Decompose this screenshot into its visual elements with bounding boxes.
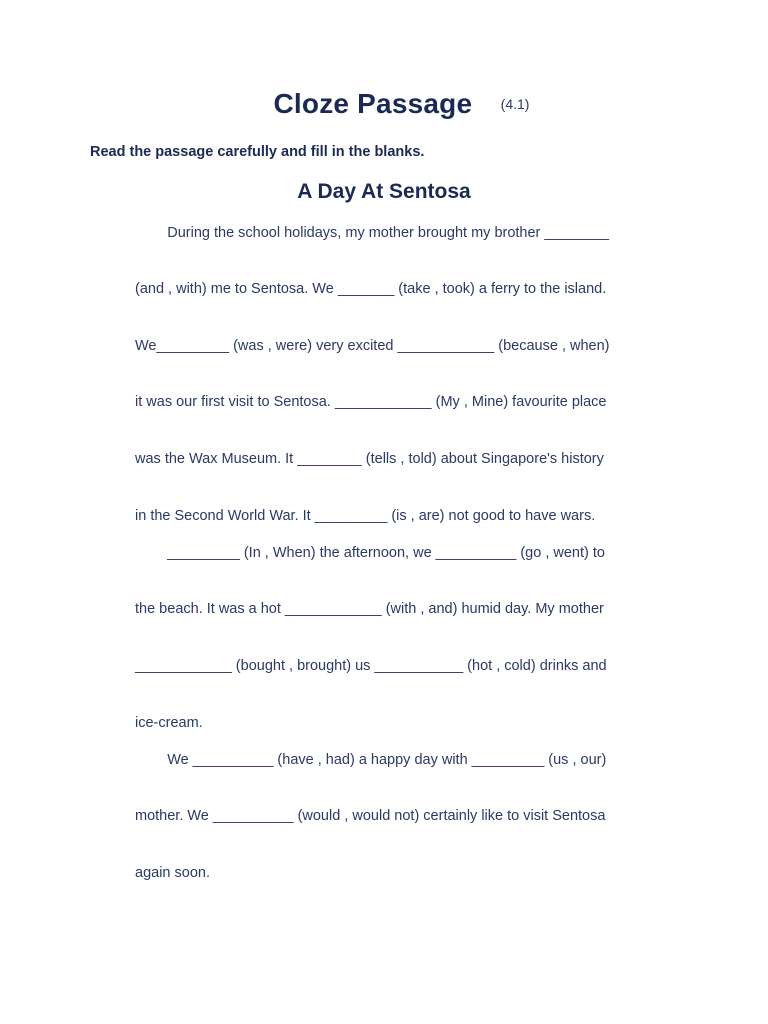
passage-line: was the Wax Museum. It ________ (tells , told) about Singapore's history bbox=[135, 451, 604, 467]
passage-line: We __________ (have , had) a happy day with _________ (us , our) bbox=[135, 752, 607, 768]
passage-line: in the Second World War. It _________ (is , are) not good to have wars. bbox=[135, 508, 596, 524]
passage-line: During the school holidays, my mother brought my brother ________ bbox=[135, 225, 609, 241]
passage-line: mother. We __________ (would , would not) certainly like to visit Sentosa bbox=[135, 808, 606, 824]
passage-line: ice-cream. bbox=[135, 715, 203, 731]
passage-line: (and , with) me to Sentosa. We _______ (take , took) a ferry to the island. bbox=[135, 281, 607, 297]
passage-line: ____________ (bought , brought) us ___________ (hot , cold) drinks and bbox=[135, 658, 607, 674]
instruction-text: Read the passage carefully and fill in the blanks. bbox=[90, 144, 425, 160]
passage-line: We_________ (was , were) very excited ____________ (because , when) bbox=[135, 338, 610, 354]
exercise-code: (4.1) bbox=[500, 96, 530, 112]
passage-line: _________ (In , When) the afternoon, we __________ (go , went) to bbox=[135, 545, 605, 561]
passage-title: A Day At Sentosa bbox=[297, 180, 471, 203]
passage-line: the beach. It was a hot ____________ (with , and) humid day. My mother bbox=[135, 601, 604, 617]
title-row bbox=[0, 88, 768, 120]
passage-line: again soon. bbox=[135, 865, 210, 881]
passage-line: it was our first visit to Sentosa. ____________ (My , Mine) favourite place bbox=[135, 394, 607, 410]
page-title: Cloze Passage bbox=[273, 88, 473, 119]
